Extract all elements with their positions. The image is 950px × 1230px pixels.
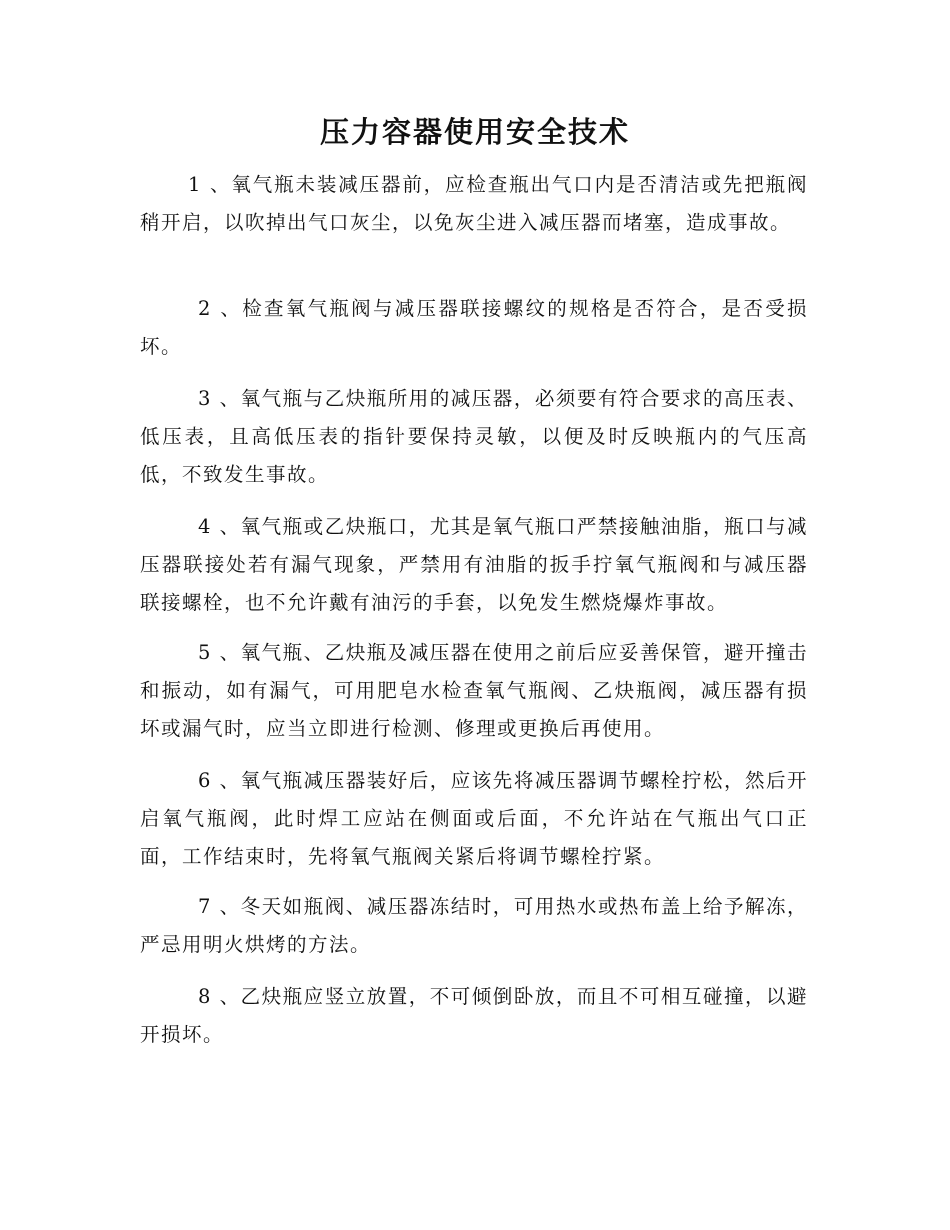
paragraph-8: 8 、乙炔瓶应竖立放置，不可倾倒卧放，而且不可相互碰撞，以避开损坏。	[140, 985, 808, 1046]
paragraph-7: 7 、冬天如瓶阀、减压器冻结时，可用热水或热布盖上给予解冻，严忌用明火烘烤的方法。	[140, 895, 808, 956]
paragraph-3: 3 、氧气瓶与乙炔瓶所用的减压器，必须要有符合要求的高压表、低压表，且高低压表的指针要保持灵敏，以便及时反映瓶内的气压高低，不致发生事故。	[140, 387, 808, 486]
document-title: 压力容器使用安全技术	[319, 115, 630, 149]
paragraph-5: 5 、氧气瓶、乙炔瓶及减压器在使用之前后应妥善保管，避开撞击和振动，如有漏气，可用肥皂水检查氧气瓶阀、乙炔瓶阀，减压器有损坏或漏气时，应当立即进行检测、修理或更换后再使用。	[140, 641, 808, 740]
paragraph-4: 4 、氧气瓶或乙炔瓶口，尤其是氧气瓶口严禁接触油脂，瓶口与减压器联接处若有漏气现象，严禁用有油脂的扳手拧氧气瓶阀和与减压器联接螺栓，也不允许戴有油污的手套，以免发生燃烧爆炸事故。	[140, 515, 808, 614]
paragraph-6: 6 、氧气瓶减压器装好后，应该先将减压器调节螺栓拧松，然后开启氧气瓶阀，此时焊工应站在侧面或后面，不允许站在气瓶出气口正面，工作结束时，先将氧气瓶阀关紧后将调节螺栓拧紧。	[140, 769, 808, 868]
paragraph-2: 2 、检查氧气瓶阀与减压器联接螺纹的规格是否符合，是否受损坏。	[140, 297, 808, 358]
paragraph-1: 1 、氧气瓶未装减压器前，应检查瓶出气口内是否清洁或先把瓶阀稍开启，以吹掉出气口灰尘，以免灰尘进入减压器而堵塞，造成事故。	[140, 173, 808, 234]
